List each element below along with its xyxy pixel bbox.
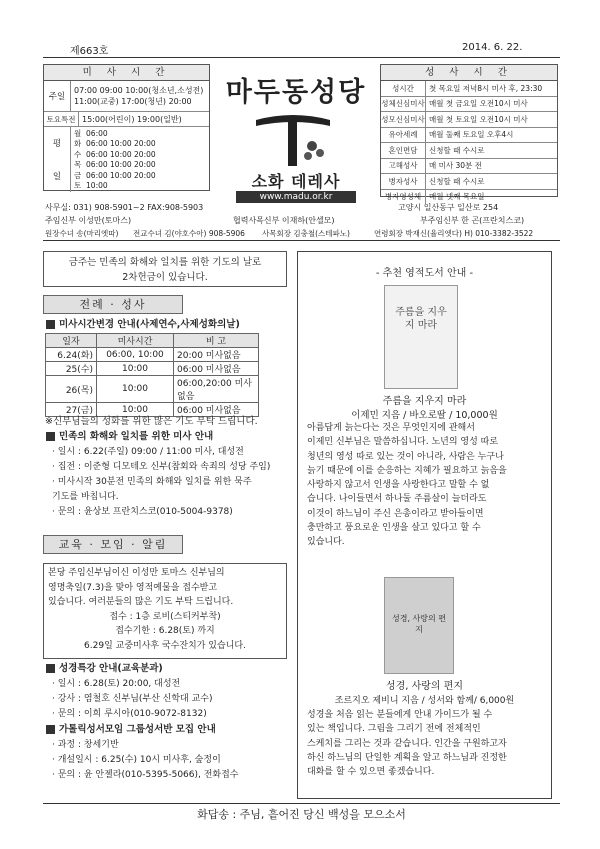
row-note: 06:00 미사없음 xyxy=(174,362,259,376)
row-note: 06:00,20:00 미사없음 xyxy=(174,376,259,403)
mass-change-table xyxy=(45,333,259,417)
sac-value-5: 매 미사 30분 전 xyxy=(429,161,482,171)
assistant-priest: 부주임신부 한 곤(프란치스코) xyxy=(420,216,525,225)
book-1-desc-line: 습니다. 나이들면서 하나둘 주름살이 늘더라도 xyxy=(307,494,487,505)
website-url[interactable]: www.madu.or.kr xyxy=(236,191,356,203)
table-row xyxy=(46,376,259,403)
book-1-author: 이제민 지음 / 바오로딸 / 10,000원 xyxy=(351,410,498,421)
feast-deadline: 접수기한 : 6.28(토) 까지 xyxy=(115,626,215,636)
saturday-label: 토요특전 xyxy=(44,112,79,126)
unity-line: · 문의 : 윤상보 프란치스코(010-5004-9378) xyxy=(52,507,233,517)
mission-sister: 전교수녀 김(야호수아) 908-5906 xyxy=(133,229,245,238)
group-line: · 개설일시 : 6.25(수) 10시 미사후, 숲정이 xyxy=(52,755,221,765)
unity-mass-details xyxy=(52,445,270,520)
book-2-desc-line: 성경을 처음 읽는 분들에게 안내 가이드가 될 수 xyxy=(307,710,493,720)
row-time: 06:00, 10:00 xyxy=(97,348,174,362)
head-sister: 원장수녀 송(마리엣따) xyxy=(45,229,119,238)
sac-value-3: 매월 둘째 토요일 오후4시 xyxy=(429,130,514,140)
day-tue: 화 xyxy=(74,139,82,149)
day-wed: 수 xyxy=(74,149,82,159)
book-1-desc-line: 청년의 영성 따로 있는 것이 아니라, 사람은 누구나 xyxy=(307,451,504,462)
book-2-desc-line: 스케치를 그리는 것과 같습니다. 인간을 구원하고자 xyxy=(307,738,507,749)
table-note: ※신부님들의 성화를 위한 많은 기도 부탁 드립니다. xyxy=(45,416,258,427)
feast-reception: 접수 : 1층 로비(스티커부착) xyxy=(109,611,221,622)
row-date: 6.24(화) xyxy=(46,348,97,362)
unity-line: · 미사시작 30분전 민족의 화해와 일치를 위한 묵주 xyxy=(52,477,252,487)
bible-lecture-details xyxy=(52,677,213,722)
saturday-times: 15:00(어린이) 19:00(일반) xyxy=(82,114,182,124)
feast-line: 영명축일(7.3)을 맞아 영적예물을 접수받고 xyxy=(48,582,218,593)
book-2-description xyxy=(307,708,545,779)
row-date: 25(수) xyxy=(46,362,97,376)
sac-label-3: 유아세례 xyxy=(381,128,426,143)
sac-value-0: 첫 목요일 저녁8시 미사 후, 23:30 xyxy=(429,83,543,93)
day-sat: 토 xyxy=(74,181,82,191)
book-1-desc-line: 사랑하지 않고서 인생을 사랑한다고 말할 수 없 xyxy=(307,480,490,491)
bullet-square-icon xyxy=(46,320,55,329)
sunday-times-1: 07:00 09:00 10:00(청소년,소성전) xyxy=(74,86,204,95)
book-1-desc-line: 충만하고 풍요로운 인생을 살고 있다고 할 수 xyxy=(307,523,481,534)
row-date: 27(금) xyxy=(46,403,97,417)
sac-label-2: 성모신심미사 xyxy=(381,112,426,127)
weekday-label-2: 일 xyxy=(52,171,62,182)
bible-lecture-title: 성경특강 안내(교육분과) xyxy=(59,663,163,674)
bullet-square-icon xyxy=(46,432,55,441)
sac-label-4: 혼인면담 xyxy=(381,143,426,158)
book-2-desc-line: 있는 책입니다. 그림을 그리기 전에 전체적인 xyxy=(307,724,481,735)
council-president: 사목회장 김충철(스테파노) xyxy=(262,229,350,238)
notice-box xyxy=(43,251,287,287)
table-row xyxy=(46,348,259,362)
sac-label-1: 성체신심미사 xyxy=(381,97,426,112)
sunday-times-2: 11:00(교중) 17:00(청년) 20:00 xyxy=(74,97,192,106)
sac-value-4: 신청할 때 수시로 xyxy=(429,145,485,155)
sac-label-6: 병자성사 xyxy=(381,174,426,189)
bible-group-details xyxy=(52,738,239,783)
church-name: 마두동성당 xyxy=(225,77,367,108)
table-row xyxy=(46,362,259,376)
feast-party: 6.29일 교중미사후 국수잔치가 있습니다. xyxy=(84,640,246,651)
unity-mass-title: 민족의 화해와 일치를 위한 미사 안내 xyxy=(59,431,214,442)
bullet-square-icon xyxy=(46,725,55,734)
cross-logo-icon xyxy=(248,106,338,168)
book-2-title: 성경, 사랑의 편지 xyxy=(385,681,464,692)
row-note: 06:00 미사없음 xyxy=(174,403,259,417)
sac-value-7: 매월 넷째 목요일 xyxy=(429,192,485,202)
bible-group-title: 가톨릭성서모임 그룹성서반 모집 안내 xyxy=(59,724,216,735)
group-line: · 과정 : 창세기반 xyxy=(52,740,119,750)
book-1-desc-line: 늙기 때문에 이를 순응하는 지혜가 필요하고 늙음을 xyxy=(307,465,507,476)
row-date: 26(목) xyxy=(46,376,97,403)
col-date: 일자 xyxy=(46,334,97,348)
mass-change-title: 미사시간변경 안내(사제연수,사제성화의날) xyxy=(59,319,240,330)
patron-name: 소화 데레사 xyxy=(251,172,341,191)
liturgy-section-title: 전례 · 성사 xyxy=(43,295,183,314)
thu-times: 06:00 10:00 20:00 xyxy=(86,160,156,170)
feast-notice-box xyxy=(43,563,287,659)
book-cover-1 xyxy=(384,285,458,389)
sac-label-5: 고해성사 xyxy=(381,159,426,174)
mass-times-box xyxy=(43,64,210,191)
office-phone: 사무실: 031) 908-5901~2 FAX:908-5903 xyxy=(45,203,204,212)
church-address: 고양시 일산동구 일산로 254 xyxy=(398,203,499,212)
sacraments-title: 성 사 시 간 xyxy=(381,65,557,81)
feast-line: 있습니다. 여러분들의 많은 기도 부탁 드립니다. xyxy=(48,597,234,607)
recommended-books-box xyxy=(297,251,552,799)
bullet-square-icon xyxy=(46,664,55,673)
books-title: - 추천 영적도서 안내 - xyxy=(375,268,474,279)
footer-rule xyxy=(43,803,560,804)
notice-line-1: 금주는 민족의 화해와 일치를 위한 기도의 날로 xyxy=(68,257,262,268)
issue-date: 2014. 6. 22. xyxy=(462,42,523,53)
book-1-desc-line: 있습니다. xyxy=(307,537,345,548)
book-cover-2 xyxy=(384,577,454,674)
book-1-title: 주름을 지우지 마라 xyxy=(382,396,467,407)
sat-times: 10:00 xyxy=(86,181,108,191)
responsorial-psalm: 화답송 : 주님, 흩어진 당신 백성을 모으소서 xyxy=(197,808,406,821)
sac-value-6: 신청할 때 수시로 xyxy=(429,176,485,186)
book-2-author: 조르지오 제비니 지음 / 성서와 함께/ 6,000원 xyxy=(334,696,515,706)
book-2-desc-line: 하신 하느님의 단일한 계획을 알고 하느님과 진정한 xyxy=(307,752,507,763)
book-1-description xyxy=(307,421,545,550)
bible-line: · 일시 : 6.28(토) 20:00, 대성전 xyxy=(52,679,181,689)
issue-number: 제663호 xyxy=(70,46,109,57)
contact-rule xyxy=(43,240,560,241)
pastor: 주임신부 이성만(토마스) xyxy=(45,216,132,225)
col-time: 미사시간 xyxy=(97,334,174,348)
day-thu: 목 xyxy=(74,160,82,170)
bible-line: · 문의 : 이희 루시아(010-9072-8132) xyxy=(52,709,207,719)
education-section-title: 교육 · 모임 · 알림 xyxy=(43,535,183,554)
row-time: 10:00 xyxy=(97,362,174,376)
fri-times: 06:00 10:00 20:00 xyxy=(86,170,156,180)
row-time: 10:00 xyxy=(97,376,174,403)
wed-times: 06:00 10:00 20:00 xyxy=(86,149,156,159)
weekday-label-1: 평 xyxy=(52,139,62,150)
associate-priest: 협력사목신부 이재하(안셀모) xyxy=(233,216,335,225)
unity-line: · 집전 : 이준형 디모테오 신부(참회와 속죄의 성당 주임) xyxy=(52,462,271,472)
sacraments-box xyxy=(380,64,558,202)
unity-line: 기도를 바칩니다. xyxy=(52,492,119,502)
bible-line: · 강사 : 염철호 신부님(부산 신학대 교수) xyxy=(52,694,213,704)
day-mon: 월 xyxy=(74,129,82,138)
day-fri: 금 xyxy=(74,170,82,180)
book-cover-2-text: 성경, 사랑의 편지 xyxy=(392,614,446,634)
book-2-desc-line: 대화를 할 수 있으면 좋겠습니다. xyxy=(307,767,435,778)
mass-times-title: 미 사 시 간 xyxy=(44,65,209,81)
mon-times: 06:00 xyxy=(86,129,108,138)
book-1-desc-line: 이것이 하느님이 주신 은총이라고 받아들이면 xyxy=(307,508,484,519)
sunday-label: 주일 xyxy=(44,81,71,111)
sac-value-1: 매월 첫 금요일 오전10시 미사 xyxy=(429,99,528,109)
notice-line-2: 2차헌금이 있습니다. xyxy=(122,272,208,283)
sac-label-7: 병자영성체 xyxy=(381,190,426,205)
row-note: 20:00 미사없음 xyxy=(174,348,259,362)
book-1-desc-line: 이제민 신부님은 말씀하십니다. 노년의 영성 따로 xyxy=(307,437,499,448)
feast-line: 본당 주임신부님이신 이성만 토마스 신부님의 xyxy=(48,568,225,578)
funeral-president: 연령회장 박재신(율리엣다) H) 010-3382-3522 xyxy=(374,229,534,238)
group-line: · 문의 : 윤 안젤라(010-5395-5066), 전화접수 xyxy=(52,770,239,780)
top-rule xyxy=(43,57,560,58)
book-1-desc-line: 아름답게 늙는다는 것은 무엇인지에 관해서 xyxy=(307,423,475,433)
tue-times: 06:00 10:00 20:00 xyxy=(86,139,156,149)
sac-label-0: 성시간 xyxy=(381,81,426,96)
unity-line: · 일시 : 6.22(주일) 09:00 / 11:00 미사, 대성전 xyxy=(52,447,244,457)
col-note: 비 고 xyxy=(174,334,259,348)
sac-value-2: 매월 첫 토요일 오전10시 미사 xyxy=(429,114,528,124)
row-time: 10:00 xyxy=(97,403,174,417)
book-cover-1-text: 주름을 지우지 마라 xyxy=(395,307,447,331)
